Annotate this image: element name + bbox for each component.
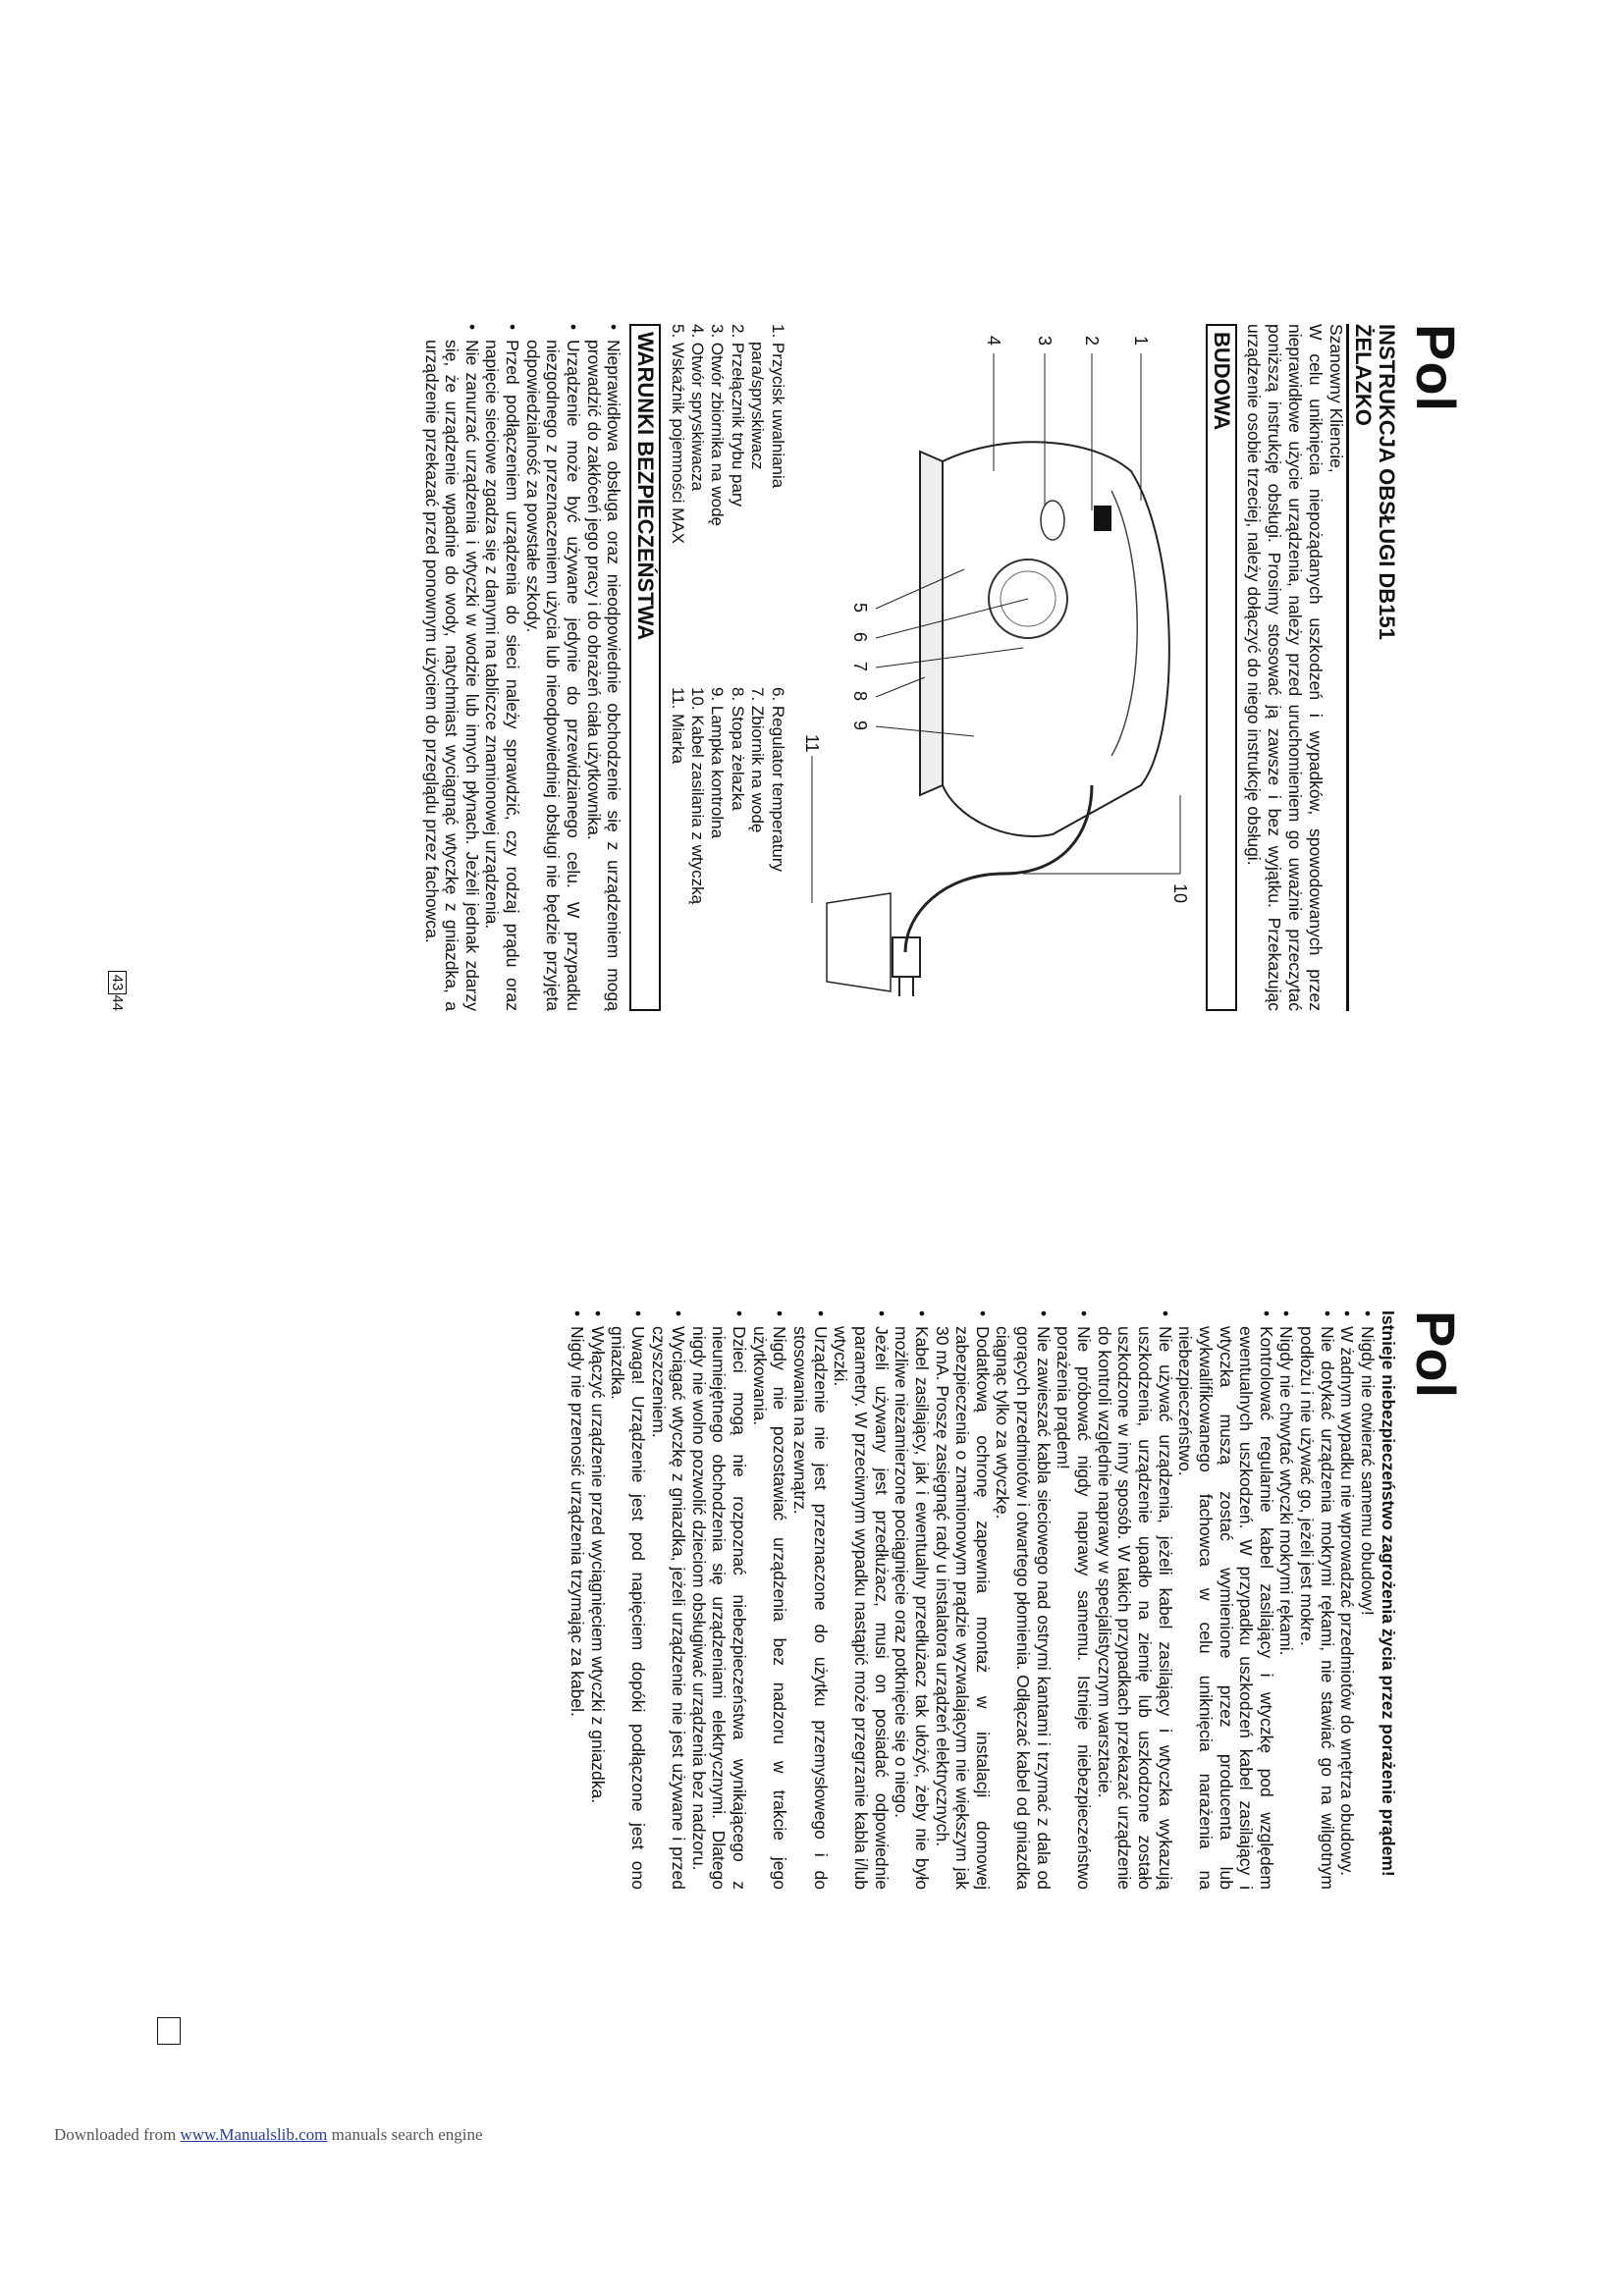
part-item: 10. Kabel zasilania z wtyczką (688, 687, 708, 905)
page-number (108, 971, 127, 1011)
section-heading-build: BUDOWA (1206, 324, 1237, 1011)
safety-list (567, 1310, 1378, 1890)
safety-item: • Nigdy nie otwierać samemu obudowy! (1357, 1310, 1378, 1890)
safety-item: • Nie zanurzać urządzenia i wtyczki w wodzie lub innych płynach. Jeżeli jednak zdarzy się, że urządzenie wpadnie do wody, natychmiast wyciągnąć wtyczkę z gniazdka, a urządzenie przekazać przed ponownym użyciem do przeglądu przez fachowca. (421, 324, 482, 1011)
page-number-box (157, 2017, 181, 2045)
footer-prefix: Downloaded from (54, 2125, 181, 2144)
safety-item: • Wyłączyć urządzenie przed wyciągnięciem wtyczki z gniazdka. (587, 1310, 608, 1890)
manual-page-2 (108, 1310, 1467, 1890)
callout-10: 10 (1169, 883, 1190, 904)
callout-1: 1 (1130, 336, 1151, 347)
callout-6: 6 (849, 632, 870, 643)
section-heading-safety: WARUNKI BEZPIECZEŃSTWA (629, 324, 661, 1011)
safety-item: • Urządzenie nie jest przeznaczone do użytku przemysłowego i do stosowania na zewnątrz. (789, 1310, 830, 1890)
part-item: 11. Miarka (668, 687, 687, 765)
safety-item: • Nie zawieszać kabla sieciowego nad ostrymi kantami i trzymać z dala od gorących przedmiotów i otwartego płomienia. Odłączać kabel od gniazdka ciągnąc tylko za wtyczkę. (993, 1310, 1054, 1890)
part-item: 4. Otwór spryskiwacza (688, 324, 708, 492)
footer (54, 2125, 483, 2145)
safety-item: • Nie dotykać urządzenia mokrymi rękami, nie stawiać go na wilgotnym podłożu i nie używać go, jeżeli jest mokre. (1296, 1310, 1336, 1890)
safety-item: • Jeżeli używany jest przedłużacz, musi on posiadać odpowiednie parametry. W przeciwnym wypadku nastąpić może przegrzanie kabla i/lub wtyczki. (831, 1310, 892, 1890)
manualslib-link[interactable]: www.Manualslib.com (180, 2125, 328, 2144)
iron-diagram (787, 324, 1200, 1011)
part-item: 3. Otwór zbiornika na wodę (708, 324, 728, 526)
page-number-current: 43 (108, 971, 127, 995)
callout-2: 2 (1081, 336, 1102, 347)
safety-item: • Nigdy nie pozostawiać urządzenia bez nadzoru w trakcie jego użytkowania. (749, 1310, 789, 1890)
part-item: para/spryskiwacz (748, 342, 768, 470)
safety-item: • Nigdy nie przenosić urządzenia trzymając za kabel. (567, 1310, 587, 1890)
callout-5: 5 (849, 603, 870, 614)
callout-4: 4 (983, 336, 1003, 347)
part-item: 2. Przełącznik trybu pary (728, 324, 747, 507)
safety-item: • Dzieci mogą nie rozpoznać niebezpieczeństwa wynikającego z nieumiejętnego obchodzenia się urządzeniami elektrycznymi. Dlatego nigdy nie wolno pozwolić dzieciom obsługiwać urządzenia bez nadzoru. (688, 1310, 749, 1890)
safety-item: • Nie próbować nigdy naprawy samemu. Istnieje niebezpieczeństwo porażenia prądem! (1054, 1310, 1094, 1890)
part-item: 1. Przycisk uwalniania (768, 324, 787, 489)
language-heading: Pol (1405, 324, 1467, 413)
safety-item: • Wyciągać wtyczkę z gniazdka, jeżeli urządzenie nie jest używane i przed czyszczeniem. (648, 1310, 688, 1890)
safety-item: • Dodatkową ochronę zapewnia montaż w instalacji domowej zabezpieczenia o znamionowym prądzie wyzwalającym nie większym jak 30 mA. Proszę zasięgnąć rady u instalatora urządzeń elektrycznych. (932, 1310, 993, 1890)
page-number-next: 44 (109, 994, 126, 1011)
warning-heading: Istnieje niebezpieczeństwo zagrożenia życia przez porażenie prądem! (1379, 1310, 1398, 1877)
iron-illustration (787, 324, 1200, 1011)
safety-item: • W żadnym wypadku nie wprowadzać przedmiotów do wnętrza obudowy. (1337, 1310, 1358, 1890)
safety-item: • Urządzenie może być używane jedynie do przewidzianego celu. W przypadku niezgodnego z przeznaczeniem użycia lub nieodpowiedniej obsługi nie będzie przyjęta odpowiedzialność za powstałe szkody. (522, 324, 583, 1011)
footer-suffix: manuals search engine (327, 2125, 483, 2144)
callout-7: 7 (849, 662, 870, 672)
safety-list (421, 324, 623, 1011)
intro-paragraph: W celu uniknięcia niepożądanych uszkodzeń i wypadków, spowodowanych przez nieprawidłowe użycie urządzenia, należy przed uruchomieniem go uważnie przeczytać poniższą instrukcję obsługi. Prosimy stosować ją zawsze i bez wyjątku. Przekazując urządzenie osobie trzeciej, należy dołączyć do niego instrukcję obsługi. (1243, 324, 1326, 1011)
callout-11: 11 (801, 734, 822, 753)
safety-item: • Kontrolować regularnie kabel zasilający i wtyczkę pod względem ewentualnych uszkodzeń. W przypadku uszkodzeń kabel zasilający i wtyczka muszą zostać wymienione przez producenta lub wykwalifikowanego fachowca w celu uniknięcia narażenia na niebezpieczeństwo. (1175, 1310, 1276, 1890)
safety-item: • Uwaga! Urządzenie jest pod napięciem dopóki podłączone jest ono gniazdka. (608, 1310, 648, 1890)
part-item: 8. Stopa żelazka (728, 687, 747, 811)
part-item: 5. Wskaźnik pojemności MAX (668, 324, 687, 544)
manual-title-line1: INSTRUKCJA OBSŁUGI DB151 (1375, 324, 1399, 640)
safety-item: • Nie używać urządzenia, jeżeli kabel zasilający i wtyczka wykazują uszkodzenia, urządzenie upadło na ziemię lub uszkodzone zostało uszkodzone w inny sposób. W takich przypadkach przekazać urządzenie do kontroli względnie naprawy w specjalistycznym warsztacie. (1094, 1310, 1175, 1890)
parts-list-left (667, 324, 786, 648)
callout-8: 8 (849, 691, 870, 702)
manual-page-1 (108, 324, 1467, 1011)
safety-item: • Przed podłączeniem urządzenia do sieci należy sprawdzić, czy rodzaj prądu oraz napięcie sieciowe zgadza się z danymi na tabliczce znamionowej urządzenia. (482, 324, 522, 1011)
part-item: 6. Regulator temperatury (768, 687, 787, 873)
safety-item: • Kabel zasilający, jak i ewentualny przedłużacz tak ułożyć, żeby nie było możliwe niezamierzone pociągnięcie oraz potknięcie się o niego. (892, 1310, 932, 1890)
language-heading: Pol (1405, 1310, 1467, 1400)
part-item: 7. Zbiornik na wodę (748, 687, 768, 833)
manual-title-line2: ŻELAZKO (1350, 324, 1376, 426)
callout-9: 9 (849, 721, 870, 731)
greeting: Szanowny Kliencie, (1326, 324, 1346, 473)
safety-item: • Nigdy nie chwytać wtyczki mokrymi rękami. (1276, 1310, 1297, 1890)
callout-3: 3 (1034, 336, 1055, 347)
safety-item: • Nieprawidłowa obsługa oraz nieodpowiednie obchodzenie się z urządzeniem mogą prowadzić do zakłóceń jego pracy i do obrażeń ciała użytkownika. (583, 324, 623, 1011)
part-item: 9. Lampka kontrolna (708, 687, 728, 839)
parts-list (667, 324, 786, 1011)
parts-list-right (667, 687, 786, 1011)
manual-title (1346, 324, 1398, 1011)
